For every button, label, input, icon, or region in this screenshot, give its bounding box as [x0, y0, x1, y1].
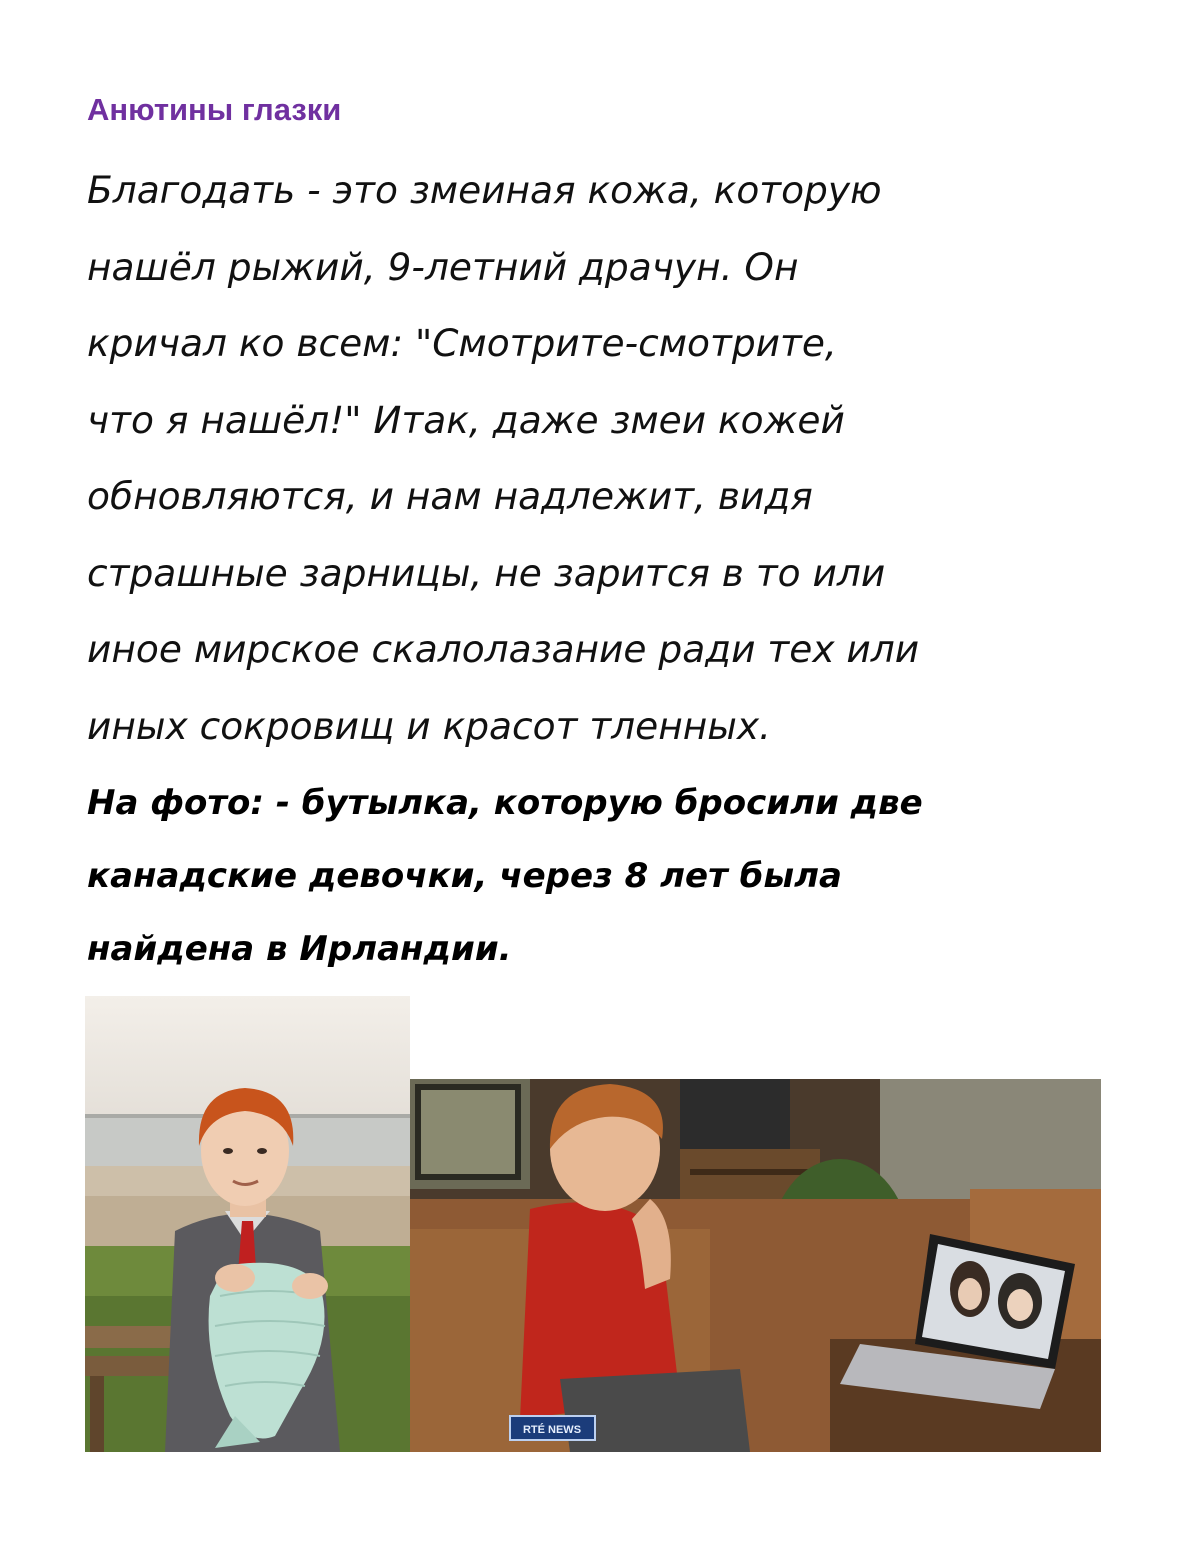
body-line: иное мирское скалолазание ради тех или — [87, 627, 920, 671]
news-badge: RTÉ NEWS — [522, 1424, 582, 1436]
photo-boy-holding-knitted-fish-icon — [85, 996, 410, 1452]
body-line: обновляются, и нам надлежит, видя — [87, 474, 813, 518]
body-line: что я нашёл!" Итак, даже змеи кожей — [87, 397, 845, 442]
body-line: Благодать - это змеиная кожа, которую — [87, 168, 882, 212]
caption-line: найдена в Ирландии. — [87, 929, 512, 969]
photo-boy-video-call-laptop-icon — [410, 1079, 1101, 1452]
photo-caption — [87, 767, 923, 986]
body-line: кричал ко всем: "Смотрите-смотрите, — [87, 321, 837, 365]
body-paragraph — [87, 152, 919, 764]
body-line: страшные зарницы, не зарится в то или — [87, 550, 886, 595]
caption-line: На фото: - бутылка, которую бросили две — [87, 783, 923, 823]
caption-line: канадские девочки, через 8 лет была — [87, 856, 842, 896]
body-line: нашёл рыжий, 9-летний драчун. Он — [87, 244, 799, 289]
photo-boy-laptop — [410, 1079, 1101, 1452]
photo-boy-beach — [85, 996, 410, 1452]
page-title: Анютины глазки — [87, 92, 342, 127]
body-line: иных сокровищ и красот тленных. — [87, 703, 771, 748]
